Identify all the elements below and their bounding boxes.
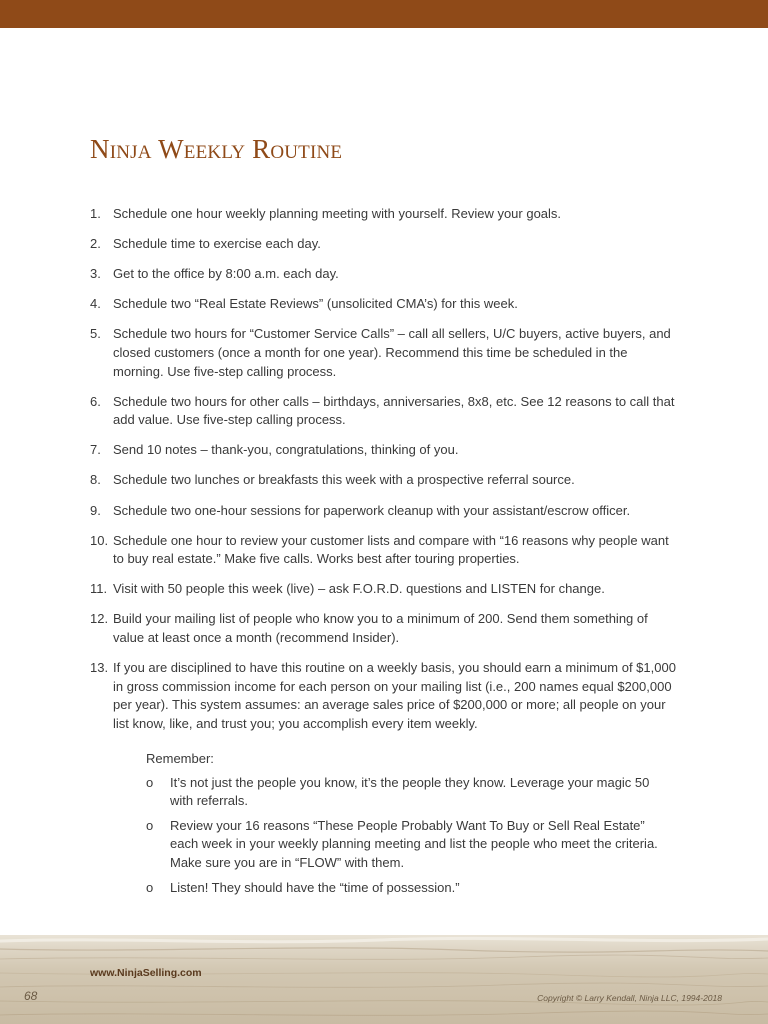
item-text: Build your mailing list of people who know you to a minimum of 200. Send them something of value at least once a month (recommend Insider). [113, 611, 648, 645]
list-item [90, 471, 680, 490]
item-text: Schedule two one-hour sessions for paperwork cleanup with your assistant/escrow officer. [113, 502, 631, 518]
footer-wood-band [0, 935, 768, 1024]
item-text: If you are disciplined to have this routine on a weekly basis, you should earn a minimum of $1,000 in gross commission income for each person on your mailing list (i.e., 200 names equal $200,000 per year). This system assumes: an average sales price of $200,000 or more; all people on your list know, like, and trust you; you accomplish every item weekly. [113, 660, 676, 731]
item-text: Schedule time to exercise each day. [113, 236, 321, 252]
item-number: 3. [90, 266, 101, 282]
list-item [90, 659, 680, 733]
item-number: 2. [90, 236, 101, 252]
list-item [90, 265, 680, 284]
item-number: 6. [90, 393, 101, 409]
item-text: Get to the office by 8:00 a.m. each day. [113, 266, 339, 282]
copyright-notice: Copyright © Larry Kendall, Ninja LLC, 1994-2018 [537, 993, 722, 1003]
item-text: Visit with 50 people this week (live) – ask F.O.R.D. questions and LISTEN for change. [113, 581, 605, 597]
item-number: 4. [90, 296, 101, 312]
item-number: 13. [90, 660, 109, 676]
list-item [90, 295, 680, 314]
routine-list [90, 205, 680, 745]
remember-bullet [146, 817, 666, 873]
list-item [90, 325, 680, 381]
list-item [90, 502, 680, 521]
remember-bullet [146, 879, 666, 898]
list-item [90, 441, 680, 460]
list-item [90, 235, 680, 254]
item-number: 12. [90, 611, 109, 627]
page-number: 68 [24, 989, 38, 1003]
wood-grain-texture [0, 935, 768, 1024]
footer-website-link[interactable]: www.NinjaSelling.com [90, 967, 202, 979]
page-title: Ninja Weekly Routine [90, 134, 343, 164]
item-text: Schedule two “Real Estate Reviews” (unsolicited CMA’s) for this week. [113, 296, 518, 312]
bullet-text: Listen! They should have the “time of possession.” [170, 879, 460, 895]
bullet-text: It’s not just the people you know, it’s the people they know. Leverage your magic 50 with referrals. [170, 774, 650, 809]
bullet-text: Review your 16 reasons “These People Probably Want To Buy or Sell Real Estate” each week in your weekly planning meeting and list the people who meet the criteria. Make sure you are in “FLOW” with them. [170, 817, 658, 870]
item-number: 5. [90, 326, 101, 342]
item-number: 8. [90, 472, 101, 488]
remember-bullet [146, 774, 666, 811]
item-number: 9. [90, 502, 101, 518]
list-item [90, 610, 680, 647]
bullet-circle-icon: o [146, 774, 154, 790]
list-item [90, 205, 680, 224]
item-text: Schedule one hour weekly planning meeting with yourself. Review your goals. [113, 206, 562, 221]
list-item [90, 580, 680, 599]
item-number: 1. [90, 206, 101, 221]
list-item [90, 532, 680, 569]
bullet-circle-icon: o [146, 879, 154, 895]
item-text: Schedule two hours for other calls – birthdays, anniversaries, 8x8, etc. See 12 reasons to call that add value. Use five-step calling process. [113, 393, 675, 428]
item-text: Schedule one hour to review your customer lists and compare with “16 reasons why people want to buy real estate.” Make five calls. Works best after touring properties. [113, 532, 669, 567]
item-text: Schedule two hours for “Customer Service Calls” – call all sellers, U/C buyers, active buyers, and closed customers (once a month for one year). Recommend this time be scheduled in the morning. Use five-step calling process. [113, 326, 671, 379]
item-text: Send 10 notes – thank-you, congratulations, thinking of you. [113, 442, 459, 458]
item-number: 11. [90, 581, 108, 597]
item-text: Schedule two lunches or breakfasts this week with a prospective referral source. [113, 472, 575, 488]
item-number: 7. [90, 442, 101, 458]
item-number: 10. [90, 532, 109, 548]
bullet-circle-icon: o [146, 817, 154, 833]
top-color-band [0, 0, 768, 28]
remember-heading: Remember: [146, 751, 214, 766]
list-item [90, 393, 680, 430]
remember-section [146, 750, 666, 903]
